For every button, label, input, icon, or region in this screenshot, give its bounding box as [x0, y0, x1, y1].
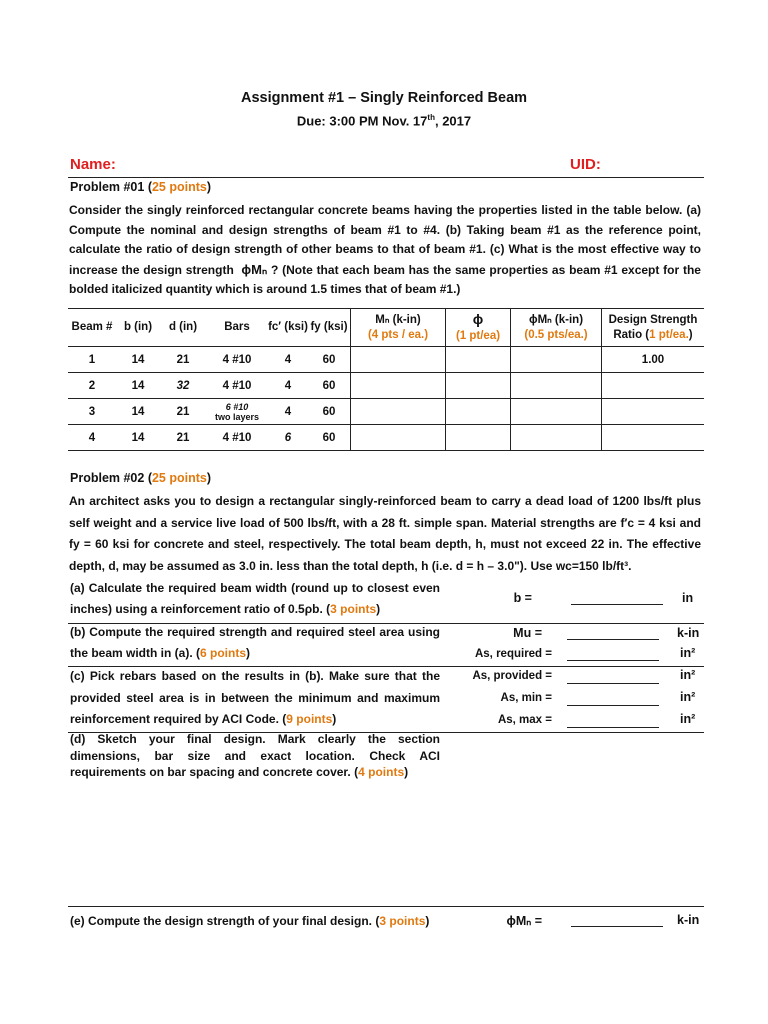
answer-as-min-field[interactable]	[567, 705, 659, 706]
answer-cell[interactable]	[446, 347, 511, 373]
answer-as-required-field[interactable]	[567, 660, 659, 661]
answer-as-min-unit: in²	[680, 690, 696, 704]
answer-phimn-label: ϕMₙ =	[506, 914, 542, 928]
problem1-heading: Problem #01 (25 points)	[70, 180, 212, 194]
ratio-cell: 1.00	[602, 347, 705, 373]
answer-cell[interactable]	[351, 425, 446, 451]
answer-as-required-label: As, required =	[474, 648, 552, 660]
answer-cell[interactable]	[446, 399, 511, 425]
col-phi: ϕ (1 pt/ea)	[446, 309, 511, 347]
part-a-text: (a) Calculate the required beam width (round up to closest even inches) using a reinforcement ratio of 0.5ρb. (3 points)	[70, 581, 440, 616]
part-divider	[68, 906, 704, 907]
name-label: Name:	[70, 156, 116, 173]
col-bars: Bars	[206, 309, 268, 347]
answer-cell[interactable]	[511, 347, 602, 373]
problem1-text: Consider the singly reinforced rectangular concrete beams having the properties listed in the table below. (a) Compute the nominal and design strengths of beam #1 to #4. (b) Taking beam #1 as the reference point, calculate the ratio of design strength of other beams to that of beam #1. (c) What is the most effective way to increase the design strength ϕMₙ ? (Note that each beam has the same properties as beam #1 except for the bolded italicized quantity which is around 1.5 times that of beam #1.)	[69, 203, 701, 296]
answer-mu-unit: k-in	[677, 626, 700, 640]
answer-as-provided-field[interactable]	[567, 683, 659, 684]
table-header-row	[68, 309, 704, 347]
answer-as-required-unit: in²	[680, 646, 696, 660]
col-d: d (in)	[160, 309, 206, 347]
answer-mu-field[interactable]	[567, 639, 659, 640]
part-d-text: (d) Sketch your final design. Mark clearly the section dimensions, bar size and exact location. Check ACI requirements on bar spacing and concrete cover. (4 points)	[70, 732, 440, 779]
answer-b-unit: in	[682, 591, 694, 605]
sketch-area[interactable]	[68, 790, 704, 902]
answer-cell[interactable]	[351, 399, 446, 425]
answer-cell[interactable]	[351, 347, 446, 373]
table-row: 2 14 32 4 #10 4 60	[68, 373, 704, 399]
col-mn: Mₙ (k-in) (4 pts / ea.)	[351, 309, 446, 347]
part-e-text: (e) Compute the design strength of your final design. (3 points)	[70, 914, 430, 928]
answer-mu-label: Mu =	[513, 626, 542, 640]
page-title: Assignment #1 – Singly Reinforced Beam	[240, 90, 528, 106]
ratio-cell[interactable]	[602, 373, 705, 399]
name-divider	[68, 177, 704, 178]
answer-as-min-label: As, min =	[500, 692, 552, 704]
answer-cell[interactable]	[446, 373, 511, 399]
table-row: 1 14 21 4 #10 4 60 1.00	[68, 347, 704, 373]
answer-phimn-field[interactable]	[571, 926, 663, 927]
beam-properties-table	[68, 308, 704, 451]
col-beam: Beam #	[68, 309, 116, 347]
answer-as-provided-unit: in²	[680, 668, 696, 682]
col-phimn: ϕMₙ (k-in) (0.5 pts/ea.)	[511, 309, 602, 347]
answer-cell[interactable]	[511, 399, 602, 425]
answer-cell[interactable]	[511, 425, 602, 451]
answer-cell[interactable]	[511, 373, 602, 399]
answer-b-field[interactable]	[571, 604, 663, 605]
answer-as-max-unit: in²	[680, 712, 696, 726]
col-fc: fc′ (ksi)	[268, 309, 308, 347]
answer-as-provided-label: As, provided =	[472, 670, 552, 682]
col-fy: fy (ksi)	[308, 309, 351, 347]
col-b: b (in)	[116, 309, 160, 347]
problem2-heading: Problem #02 (25 points)	[70, 471, 212, 485]
ratio-cell[interactable]	[602, 399, 705, 425]
answer-phimn-unit: k-in	[677, 913, 700, 927]
col-ratio: Design Strength Ratio (1 pt/ea.)	[602, 309, 705, 347]
part-c-text: (c) Pick rebars based on the results in (b). Make sure that the provided steel area is in between the minimum and maximum reinforcement required by ACI Code. (9 points)	[70, 669, 440, 726]
table-row: 3 14 21 6 #10 two layers 4 60	[68, 399, 704, 425]
uid-label: UID:	[570, 156, 601, 173]
answer-b-label: b =	[513, 591, 532, 605]
table-row: 4 14 21 4 #10 6 60	[68, 425, 704, 451]
part-b-text: (b) Compute the required strength and required steel area using the beam width in (a). (6 points)	[70, 625, 440, 660]
answer-cell[interactable]	[351, 373, 446, 399]
problem2-text: An architect asks you to design a rectangular singly-reinforced beam to carry a dead load of 1200 lbs/ft plus self weight and a service live load of 500 lbs/ft, with a 28 ft. simple span. Material strengths are f′c = 4 ksi and fy = 60 ksi for concrete and steel, respectively. The total beam depth, h, must not exceed 22 in. The effective depth, d, may be assumed as 3.0 in. less than the total depth, h (i.e. d = h – 3.0"). Use wc=150 lb/ft³.	[69, 494, 701, 573]
due-date: Due: 3:00 PM Nov. 17th, 2017	[296, 113, 472, 129]
answer-as-max-field[interactable]	[567, 727, 659, 728]
ratio-cell[interactable]	[602, 425, 705, 451]
answer-cell[interactable]	[446, 425, 511, 451]
answer-as-max-label: As, max =	[497, 714, 552, 726]
